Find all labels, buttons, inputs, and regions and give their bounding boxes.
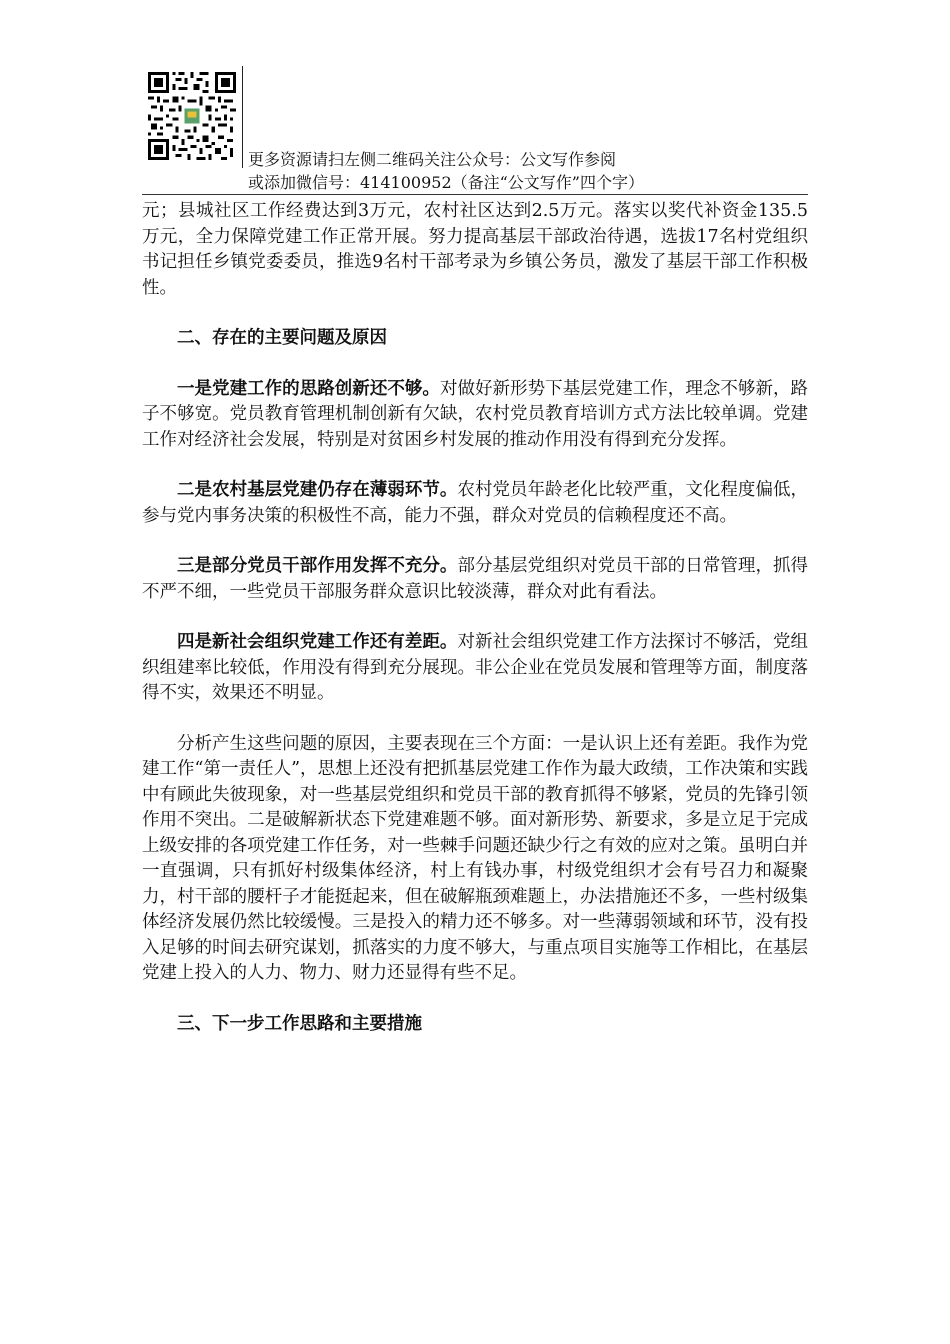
document-body xyxy=(142,199,808,1062)
analysis-paragraph: 分析产生这些问题的原因，主要表现在三个方面：一是认识上还有差距。我作为党建工作“第一责任人”，思想上还没有把抓基层党建工作作为最大政绩，工作决策和实践中有顾此失彼现象，对一些基层党组织和党员干部的教育抓得不够紧，党员的先锋引领作用不突出。二是破解新状态下党建难题不够。面对新形势、新要求，多是立足于完成上级安排的各项党建工作任务，对一些棘手问题还缺少行之有效的应对之策。虽明白并一直强调，只有抓好村级集体经济，村上有钱办事，村级党组织才会有号召力和凝聚力，村干部的腰杆子才能挺起来，但在破解瓶颈难题上，办法措施还不多，一些村级集体经济发展仍然比较缓慢。三是投入的精力还不够多。对一些薄弱领域和环节，没有投入足够的时间去研究谋划，抓落实的力度不够大，与重点项目实施等工作相比，在基层党建上投入的人力、物力、财力还显得有些不足。 xyxy=(142,733,808,983)
problem-lead-4: 四是新社会组织党建工作还有差距。 xyxy=(177,632,458,652)
header-promo-line-1: 更多资源请扫左侧二维码关注公众号：公文写作参阅 xyxy=(248,150,617,169)
qr-code-icon[interactable] xyxy=(148,72,236,160)
problem-paragraph-1 xyxy=(142,377,808,454)
problem-lead-3: 三是部分党员干部作用发挥不充分。 xyxy=(177,556,458,576)
problem-text-1: 对做好新形势下基层党建工作，理念不够新，路子不够宽。党员教育管理机制创新有欠缺，农村党员教育培训方式方法比较单调。党建工作对经济社会发展，特别是对贫困乡村发展的推动作用没有得到充分发挥。 xyxy=(142,378,809,450)
problem-text-2: 农村党员年龄老化比较严重，文化程度偏低，参与党内事务决策的积极性不高，能力不强，群众对党员的信赖程度还不高。 xyxy=(142,480,809,526)
problem-lead-1: 一是党建工作的思路创新还不够。 xyxy=(177,378,440,399)
header-vertical-divider xyxy=(242,66,243,168)
problem-text-3: 部分基层党组织对党员干部的日常管理，抓得不严不细，一些党员干部服务群众意识比较淡薄，群众对此有看法。 xyxy=(142,556,809,602)
problem-paragraph-2 xyxy=(142,478,808,529)
page-header xyxy=(142,66,808,194)
problem-text-4: 对新社会组织党建工作方法探讨不够活，党组织组建率比较低，作用没有得到充分展现。非公企业在党员发展和管理等方面，制度落得不实，效果还不明显。 xyxy=(142,632,809,703)
header-promo-line-2: 或添加微信号：414100952（备注“公文写作”四个字） xyxy=(248,173,644,192)
section-2-heading: 二、存在的主要问题及原因 xyxy=(177,328,387,348)
intro-paragraph: 元；县城社区工作经费达到3万元，农村社区达到2.5万元。落实以奖代补资金135.5万元，全力保障党建工作正常开展。努力提高基层干部政治待遇，选拔17名村党组织书记担任乡镇党委委员，推选9名村干部考录为乡镇公务员，激发了基层干部工作积极性。 xyxy=(142,201,808,298)
header-horizontal-rule xyxy=(142,194,808,195)
problem-paragraph-3 xyxy=(142,554,808,605)
section-3-heading: 三、下一步工作思路和主要措施 xyxy=(177,1013,422,1034)
problem-lead-2: 二是农村基层党建仍存在薄弱环节。 xyxy=(177,480,458,500)
problem-paragraph-4 xyxy=(142,630,808,707)
